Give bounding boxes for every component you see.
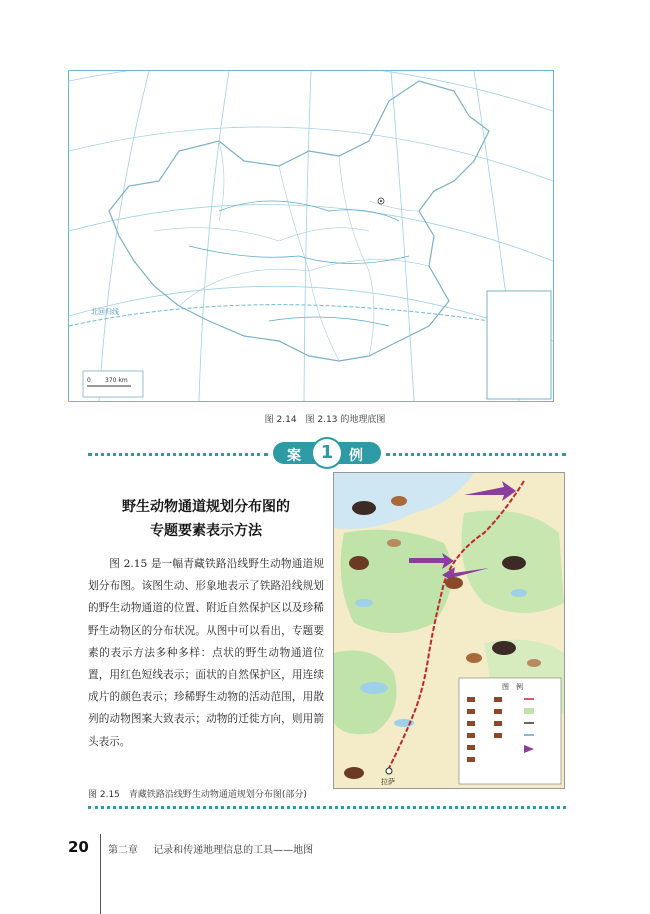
case-title bbox=[88, 495, 324, 543]
wildlife-map-drawing bbox=[334, 473, 564, 788]
footer-chapter: 第二章 bbox=[108, 845, 138, 856]
scale-zero: 0 bbox=[87, 377, 91, 384]
case-badge-number: 1 bbox=[313, 439, 341, 467]
figure-2-caption: 图 2.15 青藏铁路沿线野生动物通道规划分布图(部分) bbox=[88, 790, 307, 800]
footer-running-head bbox=[108, 841, 325, 856]
scale-bar bbox=[83, 371, 143, 397]
banner-dotted-line-left bbox=[88, 453, 268, 456]
lhasa-label: 拉萨 bbox=[381, 778, 395, 786]
wildlife-corridor-map bbox=[333, 472, 565, 789]
case-badge bbox=[273, 442, 381, 464]
bottom-dotted-line bbox=[88, 806, 566, 809]
case-title-line-1: 野生动物通道规划分布图的 bbox=[122, 499, 290, 515]
footer-chapter-title: 记录和传递地理信息的工具——地图 bbox=[153, 845, 314, 856]
map-legend bbox=[459, 678, 561, 784]
country-outline bbox=[109, 81, 489, 361]
case-body-text: 图 2.15 是一幅青藏铁路沿线野生动物通道规划分布图。该图生动、形象地表示了铁路沿线规划的野生动物通道的位置、附近自然保护区以及珍稀野生动物区的分布状况。从图中可以看出，专题要素的表示方法多种多样：点状的野生动物通道位置，用红色短线表示；面状的自然保护区，用连续成片的颜色表示；珍稀野生动物的活动范围，用散列的动物图案大致表示；动物的迁徙方向，则用箭头表示。 bbox=[88, 558, 324, 748]
case-badge-word-2: 例 bbox=[349, 448, 363, 464]
banner-dotted-line-right bbox=[386, 453, 566, 456]
base-map-figure bbox=[68, 70, 554, 402]
province-lines bbox=[154, 141, 429, 361]
figure-1-caption: 图 2.14 图 2.13 的地理底图 bbox=[264, 415, 386, 425]
scale-distance: 370 km bbox=[105, 377, 128, 384]
case-badge-word-1: 案 bbox=[287, 448, 301, 464]
case-title-line-2: 专题要素表示方法 bbox=[150, 523, 262, 539]
footer-divider bbox=[100, 834, 101, 914]
capital-dot-icon bbox=[380, 200, 382, 202]
tropic-line bbox=[69, 305, 489, 326]
rivers bbox=[189, 201, 409, 326]
tropic-label: 北回归线 bbox=[91, 308, 119, 316]
page-number: 20 bbox=[68, 838, 89, 856]
case-banner bbox=[88, 442, 566, 466]
base-map-drawing bbox=[69, 71, 553, 401]
south-sea-inset bbox=[487, 291, 551, 399]
legend-title: 图 例 bbox=[502, 683, 523, 691]
lhasa-marker-icon bbox=[386, 768, 392, 774]
graticule-lines bbox=[69, 71, 553, 401]
